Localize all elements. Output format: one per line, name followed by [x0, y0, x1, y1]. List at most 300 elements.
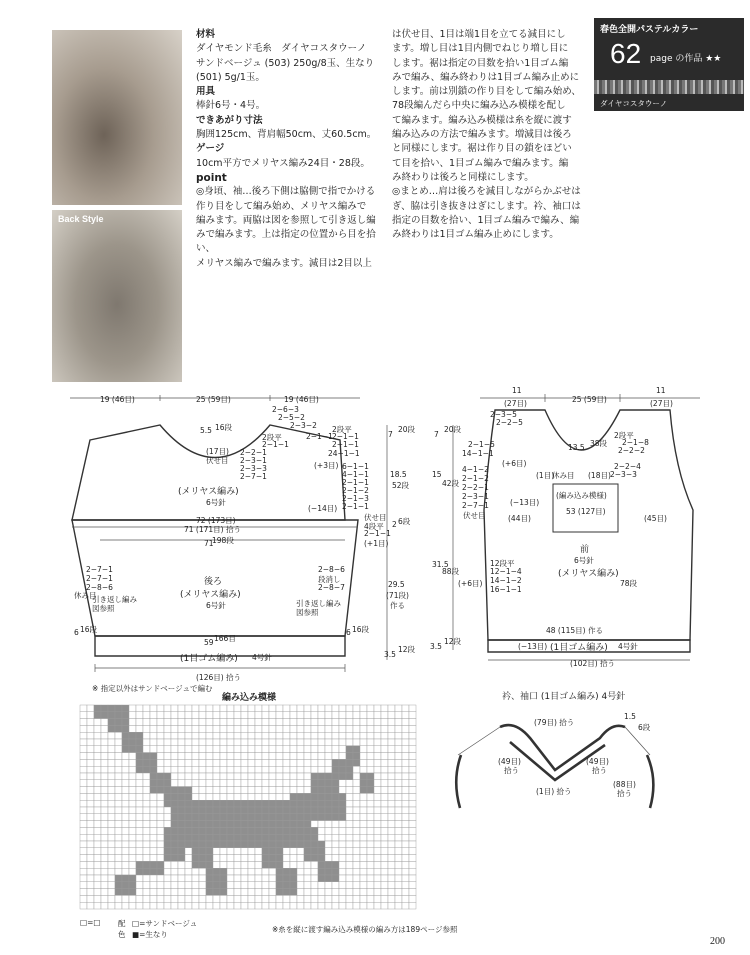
- chart-cell: [80, 868, 87, 875]
- front-l-4-1-2: 4−1−2: [462, 465, 489, 474]
- chart-cell: [206, 834, 213, 841]
- chart-cell: [115, 821, 122, 828]
- chart-cell: [388, 787, 395, 794]
- chart-cell: [318, 821, 325, 828]
- chart-cell: [129, 705, 136, 712]
- chart-cell: [409, 787, 416, 794]
- chart-cell: [409, 712, 416, 719]
- chart-cell: [360, 834, 367, 841]
- chart-cell: [108, 766, 115, 773]
- chart-cell: [171, 773, 178, 780]
- chart-cell: [388, 827, 395, 834]
- chart-cell: [101, 746, 108, 753]
- chart-cell: [227, 773, 234, 780]
- back-width-198: 198段: [212, 536, 234, 545]
- chart-cell: [234, 773, 241, 780]
- chart-cell: [241, 787, 248, 794]
- chart-cell: [346, 855, 353, 862]
- chart-cell: [136, 902, 143, 909]
- chart-cell: [346, 746, 353, 753]
- back-r-plus1: (+1目): [364, 539, 389, 548]
- back-inc-2-1-1b: 2−1−1: [342, 502, 369, 511]
- chart-cell: [241, 793, 248, 800]
- chart-cell: [318, 725, 325, 732]
- chart-cell: [213, 807, 220, 814]
- chart-cell: [311, 759, 318, 766]
- chart-cell: [402, 780, 409, 787]
- chart-cell: [129, 725, 136, 732]
- back-fuse: 伏せ目: [206, 456, 229, 465]
- materials-line: サンドベージュ (503) 250g/8玉、生なり: [196, 57, 375, 69]
- tools-line: 棒針6号・4号。: [196, 100, 266, 112]
- chart-cell: [178, 787, 185, 794]
- chart-cell: [80, 753, 87, 760]
- chart-cell: [122, 827, 129, 834]
- chart-cell: [283, 705, 290, 712]
- chart-cell: [178, 861, 185, 868]
- chart-cell: [276, 766, 283, 773]
- chart-cell: [325, 827, 332, 834]
- chart-cell: [269, 841, 276, 848]
- chart-cell: [227, 712, 234, 719]
- chart-cell: [290, 725, 297, 732]
- chart-cell: [136, 739, 143, 746]
- chart-cell: [402, 807, 409, 814]
- chart-cell: [353, 841, 360, 848]
- chart-cell: [339, 895, 346, 902]
- chart-cell: [409, 753, 416, 760]
- chart-cell: [108, 773, 115, 780]
- chart-cell: [374, 712, 381, 719]
- chart-cell: [164, 895, 171, 902]
- chart-cell: [381, 827, 388, 834]
- chart-cell: [290, 759, 297, 766]
- chart-cell: [255, 868, 262, 875]
- chart-cell: [192, 746, 199, 753]
- chart-cell: [318, 868, 325, 875]
- chart-cell: [367, 705, 374, 712]
- chart-cell: [332, 780, 339, 787]
- chart-cell: [325, 800, 332, 807]
- chart-cell: [353, 732, 360, 739]
- chart-cell: [122, 793, 129, 800]
- chart-cell: [304, 725, 311, 732]
- chart-cell: [353, 868, 360, 875]
- chart-cell: [129, 807, 136, 814]
- chart-cell: [304, 827, 311, 834]
- chart-cell: [129, 793, 136, 800]
- chart-cell: [304, 902, 311, 909]
- gauge-heading: ゲージ: [196, 143, 225, 155]
- chart-cell: [80, 848, 87, 855]
- chart-cell: [339, 882, 346, 889]
- chart-cell: [220, 780, 227, 787]
- chart-cell: [367, 787, 374, 794]
- chart-cell: [227, 800, 234, 807]
- chart-cell: [374, 780, 381, 787]
- chart-cell: [304, 882, 311, 889]
- chart-cell: [248, 861, 255, 868]
- chart-cell: [241, 773, 248, 780]
- chart-cell: [241, 732, 248, 739]
- chart-cell: [150, 705, 157, 712]
- chart-cell: [339, 746, 346, 753]
- chart-cell: [171, 895, 178, 902]
- chart-cell: [178, 732, 185, 739]
- chart-cell: [339, 753, 346, 760]
- chart-cell: [353, 800, 360, 807]
- chart-cell: [206, 773, 213, 780]
- chart-cell: [108, 882, 115, 889]
- chart-cell: [269, 814, 276, 821]
- chart-cell: [276, 773, 283, 780]
- chart-cell: [171, 889, 178, 896]
- chart-cell: [290, 821, 297, 828]
- chart-cell: [150, 895, 157, 902]
- chart-cell: [395, 725, 402, 732]
- chart-cell: [185, 841, 192, 848]
- chart-cell: [122, 902, 129, 909]
- chart-cell: [297, 875, 304, 882]
- chart-cell: [115, 855, 122, 862]
- chart-cell: [171, 827, 178, 834]
- chart-cell: [402, 848, 409, 855]
- chart-cell: [206, 732, 213, 739]
- chart-cell: [227, 746, 234, 753]
- chart-cell: [339, 732, 346, 739]
- chart-cell: [122, 882, 129, 889]
- chart-cell: [374, 739, 381, 746]
- chart-cell: [311, 780, 318, 787]
- chart-cell: [178, 759, 185, 766]
- chart-cell: [304, 766, 311, 773]
- chart-cell: [157, 889, 164, 896]
- chart-cell: [206, 861, 213, 868]
- chart-cell: [304, 705, 311, 712]
- chart-cell: [213, 889, 220, 896]
- chart-cell: [108, 787, 115, 794]
- chart-cell: [283, 861, 290, 868]
- chart-cell: [80, 834, 87, 841]
- chart-cell: [227, 855, 234, 862]
- chart-cell: [409, 807, 416, 814]
- chart-cell: [234, 841, 241, 848]
- chart-cell: [87, 848, 94, 855]
- chart-cell: [290, 719, 297, 726]
- chart-cell: [269, 868, 276, 875]
- chart-cell: [178, 821, 185, 828]
- chart-cell: [150, 732, 157, 739]
- chart-cell: [283, 753, 290, 760]
- chart-cell: [388, 793, 395, 800]
- chart-cell: [332, 848, 339, 855]
- chart-cell: [381, 780, 388, 787]
- chart-cell: [136, 841, 143, 848]
- chart-cell: [255, 807, 262, 814]
- collar-p49b: (49目): [586, 757, 609, 766]
- chart-cell: [374, 807, 381, 814]
- chart-cell: [206, 814, 213, 821]
- chart-cell: [101, 719, 108, 726]
- chart-cell: [388, 800, 395, 807]
- chart-cell: [227, 766, 234, 773]
- chart-cell: [276, 848, 283, 855]
- chart-cell: [283, 889, 290, 896]
- chart-cell: [206, 739, 213, 746]
- chart-cell: [381, 787, 388, 794]
- chart-cell: [87, 787, 94, 794]
- chart-cell: [269, 807, 276, 814]
- chart-cell: [332, 705, 339, 712]
- chart-cell: [388, 725, 395, 732]
- chart-cell: [297, 868, 304, 875]
- chart-cell: [199, 773, 206, 780]
- chart-cell: [185, 855, 192, 862]
- chart-cell: [388, 821, 395, 828]
- chart-cell: [206, 821, 213, 828]
- chart-cell: [353, 739, 360, 746]
- chart-cell: [150, 827, 157, 834]
- chart-cell: [241, 827, 248, 834]
- chart-cell: [360, 766, 367, 773]
- chart-cell: [206, 807, 213, 814]
- chart-cell: [304, 868, 311, 875]
- chart-cell: [220, 712, 227, 719]
- chart-cell: [234, 719, 241, 726]
- chart-cell: [185, 746, 192, 753]
- chart-cell: [248, 759, 255, 766]
- size-heading: できあがり寸法: [196, 114, 263, 126]
- chart-cell: [353, 827, 360, 834]
- back-inc-6-1-1: 6−1−1: [342, 462, 369, 471]
- chart-cell: [269, 875, 276, 882]
- chart-cell: [206, 800, 213, 807]
- chart-cell: [290, 732, 297, 739]
- chart-cell: [241, 895, 248, 902]
- chart-cell: [276, 712, 283, 719]
- chart-cell: [150, 855, 157, 862]
- chart-cell: [164, 793, 171, 800]
- instruction-line: て目を拾い、1目ゴム編みで編みます。編: [392, 157, 569, 169]
- chart-cell: [192, 773, 199, 780]
- chart-cell: [115, 861, 122, 868]
- chart-cell: [192, 814, 199, 821]
- chart-cell: [171, 800, 178, 807]
- chart-cell: [220, 882, 227, 889]
- chart-cell: [297, 719, 304, 726]
- back-left-sanko: 図参照: [92, 604, 115, 613]
- front-r-2dan: 2段平: [614, 431, 634, 440]
- chart-cell: [255, 739, 262, 746]
- chart-cell: [395, 868, 402, 875]
- front-l-2-1-5: 2−1−5: [468, 440, 495, 449]
- chart-cell: [374, 895, 381, 902]
- chart-cell: [353, 848, 360, 855]
- chart-cell: [157, 739, 164, 746]
- chart-cell: [122, 814, 129, 821]
- chart-cell: [325, 759, 332, 766]
- chart-cell: [94, 895, 101, 902]
- chart-cell: [374, 868, 381, 875]
- chart-cell: [115, 705, 122, 712]
- chart-cell: [171, 793, 178, 800]
- chart-cell: [185, 773, 192, 780]
- chart-cell: [80, 712, 87, 719]
- chart-cell: [220, 902, 227, 909]
- chart-cell: [157, 848, 164, 855]
- chart-cell: [346, 759, 353, 766]
- chart-cell: [360, 807, 367, 814]
- chart-legend-b: ■=生なり: [132, 930, 168, 939]
- front-neck-pattern: (編み込み模様): [556, 491, 607, 500]
- chart-cell: [227, 889, 234, 896]
- chart-cell: [395, 705, 402, 712]
- chart-cell: [395, 882, 402, 889]
- chart-cell: [318, 814, 325, 821]
- chart-cell: [297, 895, 304, 902]
- chart-cell: [360, 787, 367, 794]
- chart-cell: [311, 895, 318, 902]
- chart-cell: [311, 855, 318, 862]
- chart-cell: [150, 875, 157, 882]
- chart-cell: [185, 793, 192, 800]
- chart-cell: [213, 848, 220, 855]
- chart-cell: [199, 800, 206, 807]
- chart-cell: [101, 793, 108, 800]
- chart-cell: [402, 753, 409, 760]
- chart-cell: [255, 800, 262, 807]
- chart-cell: [199, 746, 206, 753]
- chart-cell: [171, 861, 178, 868]
- chart-cell: [262, 773, 269, 780]
- chart-cell: [346, 732, 353, 739]
- chart-cell: [108, 780, 115, 787]
- front-l-fuse: 伏せ目: [463, 511, 486, 520]
- chart-cell: [325, 882, 332, 889]
- chart-cell: [388, 902, 395, 909]
- chart-cell: [192, 807, 199, 814]
- chart-cell: [213, 719, 220, 726]
- chart-cell: [381, 725, 388, 732]
- chart-cell: [157, 875, 164, 882]
- chart-cell: [381, 882, 388, 889]
- chart-cell: [185, 739, 192, 746]
- chart-cell: [241, 902, 248, 909]
- chart-cell: [248, 780, 255, 787]
- chart-cell: [185, 725, 192, 732]
- chart-cell: [220, 841, 227, 848]
- back-inc-2-1-1: 2−1−1: [342, 478, 369, 487]
- chart-cell: [262, 868, 269, 875]
- front-top-27b: (27目): [650, 399, 673, 408]
- chart-cell: [101, 712, 108, 719]
- chart-cell: [178, 868, 185, 875]
- chart-cell: [150, 834, 157, 841]
- chart-cell: [262, 827, 269, 834]
- chart-cell: [108, 746, 115, 753]
- chart-cell: [388, 773, 395, 780]
- chart-cell: [353, 855, 360, 862]
- chart-cell: [143, 766, 150, 773]
- chart-cell: [87, 753, 94, 760]
- chart-cell: [220, 705, 227, 712]
- chart-cell: [192, 719, 199, 726]
- chart-cell: [199, 780, 206, 787]
- chart-cell: [290, 705, 297, 712]
- chart-cell: [101, 787, 108, 794]
- chart-cell: [388, 861, 395, 868]
- chart-cell: [164, 725, 171, 732]
- chart-cell: [234, 705, 241, 712]
- chart-cell: [311, 725, 318, 732]
- chart-cell: [192, 787, 199, 794]
- banner-subtitle: ダイヤコスタウーノ: [600, 99, 668, 108]
- back-lower-needle: 6号針: [206, 601, 226, 610]
- tools-heading: 用具: [196, 86, 216, 98]
- chart-cell: [241, 848, 248, 855]
- chart-cell: [311, 712, 318, 719]
- back-right-dan: 段消し: [318, 575, 341, 584]
- chart-cell: [108, 895, 115, 902]
- chart-cell: [171, 841, 178, 848]
- chart-cell: [255, 753, 262, 760]
- chart-cell: [248, 882, 255, 889]
- chart-cell: [150, 868, 157, 875]
- chart-cell: [346, 712, 353, 719]
- chart-cell: [248, 855, 255, 862]
- chart-cell: [185, 821, 192, 828]
- chart-cell: [115, 739, 122, 746]
- chart-cell: [325, 725, 332, 732]
- chart-cell: [227, 821, 234, 828]
- chart-cell: [157, 725, 164, 732]
- chart-cell: [80, 787, 87, 794]
- chart-cell: [157, 855, 164, 862]
- chart-cell: [171, 759, 178, 766]
- chart-cell: [304, 841, 311, 848]
- chart-note: ※糸を縦に渡す編み込み模様の編み方は189ページ参照: [272, 925, 458, 934]
- chart-cell: [213, 705, 220, 712]
- chart-cell: [136, 773, 143, 780]
- chart-cell: [87, 902, 94, 909]
- chart-cell: [381, 875, 388, 882]
- chart-cell: [80, 746, 87, 753]
- chart-cell: [129, 868, 136, 875]
- chart-cell: [402, 902, 409, 909]
- chart-cell: [395, 814, 402, 821]
- chart-cell: [199, 814, 206, 821]
- back-width-71b: 71: [204, 539, 214, 548]
- chart-cell: [80, 780, 87, 787]
- chart-cell: [332, 793, 339, 800]
- back-dec-2-1-1: 2−1−1: [306, 432, 333, 441]
- chart-cell: [304, 861, 311, 868]
- chart-cell: [220, 834, 227, 841]
- chart-cell: [178, 725, 185, 732]
- chart-cell: [318, 848, 325, 855]
- chart-cell: [143, 787, 150, 794]
- chart-cell: [199, 712, 206, 719]
- chart-cell: [402, 787, 409, 794]
- chart-cell: [409, 868, 416, 875]
- chart-cell: [290, 868, 297, 875]
- chart-cell: [353, 814, 360, 821]
- chart-cell: [388, 705, 395, 712]
- chart-cell: [129, 841, 136, 848]
- chart-cell: [101, 902, 108, 909]
- chart-cell: [248, 773, 255, 780]
- chart-cell: [143, 712, 150, 719]
